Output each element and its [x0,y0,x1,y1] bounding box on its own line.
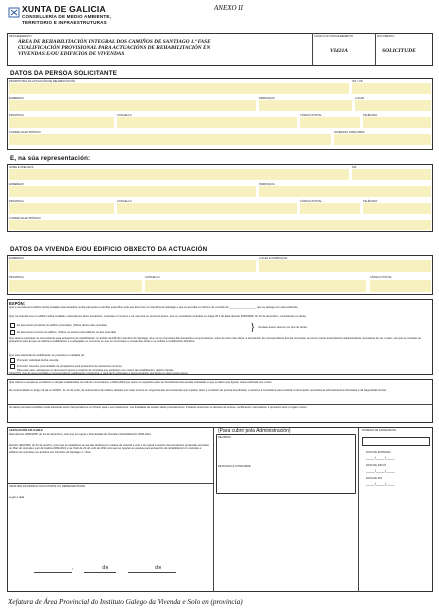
applicant-place-field[interactable] [355,100,431,111]
file-number-label: NÚMERO DE EXPEDIENTE [362,429,397,432]
rep-email-label: CORREO ELECTRÓNICO [9,216,41,220]
ministry-line1: CONSELLERÍA DE MEDIO AMBIENTE, [22,14,112,19]
option-collective-label: Promotor colectivo (comunidade de propietarios para actuacións de elementos comúns). [17,365,123,368]
applicant-address-field[interactable] [9,100,256,111]
rep-nif-field[interactable] [352,169,431,180]
promoter-field[interactable] [9,83,349,94]
procedure-title [18,40,310,58]
entry-date-label: DATA DE ENTRADA [366,451,391,454]
applicant-phone-field[interactable] [363,117,431,128]
rep-name-label: NOME E APELIDOS [9,165,34,169]
footer-text: Xefatura de Área Provincial do Instituto Galego da Vivenda e Solo en (provincia) [8,598,243,606]
rep-province-field[interactable] [9,203,114,214]
dwelling-address-label: ENDEREZO [9,256,24,260]
legislation-p1: Real decreto 2066/2008, do 12 de decembro, polo que se regula o Plan Estatal de Vivenda e Rehabilitación 2009-2012. [9,433,152,436]
procedure-title-line2: CUALIFICACIÓN PROVISIONAL PARA ACTUACIÓNS DE REHABILITACIÓN EN [18,44,211,51]
dwelling-section-title: DATOS DA VIVENDA E/OU EDIFICIO OBXECTO DA ACTUACIÓN [10,246,208,253]
applicant-council-field[interactable] [117,117,297,128]
option-individual-label: Promotor individual dunha vivenda. [17,359,59,362]
applicant-council-label: CONCELLO [117,113,132,117]
rep-phone-field[interactable] [363,203,431,214]
procedure-code-label: CÓDIGO DO PROCEDEMENTO [314,35,354,38]
applicant-nif-label: NIF / CIF [352,79,363,83]
statement-p3: Que desexo participar na convocatoria para actuacións de rehabilitación no ámbito da ARI dos Camiños de Santiago. Que como promotora das actuacións comprométome, antes do inicio das obras, á tramitación da correspondente licenza municipal, así como outras autorizacións administrativas necesarias de ser o caso, nas que se incluirán as actuacións para as que se solicita a cualificación e a achegalas no momento en que se comunique o remate das obras e se solicite a cualificación definitiva. [9,337,421,344]
rep-name-field[interactable] [9,169,349,180]
applicant-parish-field[interactable] [259,100,352,111]
admin-title: (Para cubrir pola Administración) [218,428,291,434]
applicant-phone-label: TELÉFONO [363,113,378,117]
dwelling-place-field[interactable] [259,260,431,272]
brand-name: XUNTA DE GALICIA [22,4,106,14]
rep-postal-label: CÓDIGO POSTAL [300,199,322,203]
dwelling-province-label: PROVINCIA [9,276,24,279]
dwelling-province-field[interactable] [9,280,142,292]
applicant-province-field[interactable] [9,117,114,128]
dwelling-place-label: LUGAR E PARROQUIA [259,256,288,260]
received-label: RECIBIDO [218,436,231,439]
end-date-label: DATA DE FIN [366,477,383,480]
procedure-label: PROCEDEMENTO [9,35,32,38]
representative-section-title: E, na súa representación: [10,155,91,162]
rep-council-field[interactable] [117,203,297,214]
rep-province-label: PROVINCIA [9,199,24,203]
applicant-nif-field[interactable] [352,83,431,94]
rep-parish-label: PARROQUIA [259,182,275,186]
statement-p6: SOLICITA: que lle sexa expedida a correspondente cualificación provisional, e para tal fin achégase a documentación que figura en documento anexo. [9,371,189,375]
declaration-p2: De conformidade co artigo 13 da Lei 9/2007, do 13 de xuño, de subvencións de Galicia, declara non estar incursa en ningunha das circunstancias que impiden obter a condición de persoa beneficiaria, e autoriza á Consellería para solicitar a información necesaria ás administracións tributarias e da Seguridade Social. [9,389,387,392]
option-common-elements-checkbox[interactable] [10,330,15,335]
signature-place-label: Lugar e data [9,496,25,499]
applicant-email-label: CORREO ELECTRÓNICO [9,130,41,134]
declaration-p3: Os datos persoais recollidos nesta solicitude serán incorporados a un ficheiro para o seu tratamento, coa finalidade da xestión deste procedemento. Poderán exercerse os dereitos de acceso, rectificación, cancelación e oposición ante o órgano xestor. [9,406,308,409]
promoter-label: PROMOTOR/A DA ACTUACIÓN DE REHABILITACIÓN [9,79,76,83]
end-date-value[interactable]: ____/____/____ [366,482,395,486]
dwelling-council-label: CONCELLO [145,276,160,279]
rep-phone-label: TELÉFONO [363,199,378,203]
applicant-address-label: ENDEREZO [9,96,24,100]
applicant-section-title: DATOS DA PERSOA SOLICITANTE [10,70,118,77]
dwelling-postal-field[interactable] [370,280,431,292]
rep-postal-field[interactable] [300,203,360,214]
rep-email-field[interactable] [9,220,431,230]
dwelling-address-field[interactable] [9,260,256,272]
procedure-title-line3: VIVENDAS E/OU EDIFICIOS DE VIVENDAS [18,50,125,57]
statement-p2: Que na vivenda e/ou no edificio arriba sinalado, pretendemos facer actuacións, expostas no resumo e na memoria ou proxecto anexo, que se consideran incluídas no artigo 45.2 do Real decreto 2066/2008, do 12 de decembro, consistentes en obras: [9,315,307,318]
option-private-elements-label: En elementos privativos do edificio (vivendas). (Obras dentro das vivendas) [17,324,107,327]
entry-date-value[interactable]: ____/____/____ [366,456,395,460]
brace-icon: } [250,321,256,333]
rep-address-label: ENDEREZO [9,182,24,186]
option-common-elements-label: En elementos comúns do edificio. (Obras no exterior dos edificios ou das vivendas) [17,330,117,334]
start-date-label: DATA DE INICIO [366,464,387,467]
xunta-logo [8,5,20,16]
applicant-parish-label: PARROQUIA [259,96,275,100]
document-value: SOLICITUDE [382,48,416,54]
applicant-province-label: PROVINCIA [9,113,24,117]
legislation-p2: Decreto 402/2009, do 22 de outubro, polo que se establecen as axudas públicas en materia de vivenda e solo e se regula a xestión das actuacións protexidas previstas no Plan de vivenda e solo de Galicia 2009-2012 e na Orde de 24 de xullo de 2011 polo que se regulan as axudas para actuacións de rehabilitación en vivendas e edificios de vivendas nos ámbitos dos Camiños de Santiago 1.ª fase. [9,444,209,454]
signature-field[interactable] [10,502,210,558]
applicant-postal-field[interactable] [300,117,360,128]
applicant-email-field[interactable] [9,134,331,145]
statement-p5: Para este caso, achéguese en documento anexo a relación de vivendas que participan nos custes da rehabilitación, destino destas. [17,368,175,372]
statement-p1: Que a vivenda e/ou edificio arriba sinalado está situado/a nunha parroquia ou ámbito específico polo que discorren os Camiños de Santiago e que se acredita co informe do concello de __________________ que se achega con esta solicitude. [9,306,299,309]
start-date-value[interactable]: ____/____/____ [366,469,395,473]
option-private-elements-checkbox[interactable] [10,323,15,328]
procedure-title-line1: ÁREA DE REHABILITACIÓN INTEGRAL DOS CAMIÑOS DE SANTIAGO 1.ª FASE [18,39,211,45]
ministry-line2: TERRITORIO E INFRAESTRUTURAS [22,19,107,25]
applicant-place-label: LUGAR [355,96,365,100]
rep-parish-field[interactable] [259,186,431,197]
family-income-label: INGRESOS FAMILIARES [334,130,365,134]
signature-date-line: , de de [72,565,162,571]
declaration-p1: Que coñece e acepta as condicións e obrigas establecidas na orde de convocatoria, e DECLARA que reúne os requisitos para ser beneficiaria das axudas solicitadas e que os datos que figuran nesta solicitude son certos. [9,381,273,384]
dwelling-postal-label: CÓDIGO POSTAL [370,276,392,279]
procedure-code-value: VI421A [330,48,349,54]
file-number-field[interactable] [362,437,430,446]
option-collective-checkbox[interactable] [10,364,15,369]
signature-label: SINATURA DA PERSOA SOLICITANTE OU REPRESENTANTE [9,485,86,488]
legislation-label: LEXISLACIÓN APLICABLE [9,429,43,432]
applicant-postal-label: CÓDIGO POSTAL [300,113,322,117]
statement-p4: Que esta solicitude de cualificación se presenta en calidade de: [9,354,85,357]
statement-title: EXPÓN: [9,300,26,306]
family-income-field[interactable] [334,134,431,145]
dwelling-council-field[interactable] [145,280,366,292]
rep-nif-label: NIF [352,165,357,169]
annex-label: ANEXO II [214,4,243,12]
reviewed-label: REVISADO E CONFORME [218,465,251,468]
rep-address-field[interactable] [9,186,256,197]
rep-council-label: CONCELLO [117,199,132,203]
admin-box [216,434,356,494]
annex-summary-note: Xuntase anexo-resumo por tipo de obras. [258,326,308,329]
document-label: DOCUMENTO [377,35,395,38]
option-individual-checkbox[interactable] [10,358,15,363]
